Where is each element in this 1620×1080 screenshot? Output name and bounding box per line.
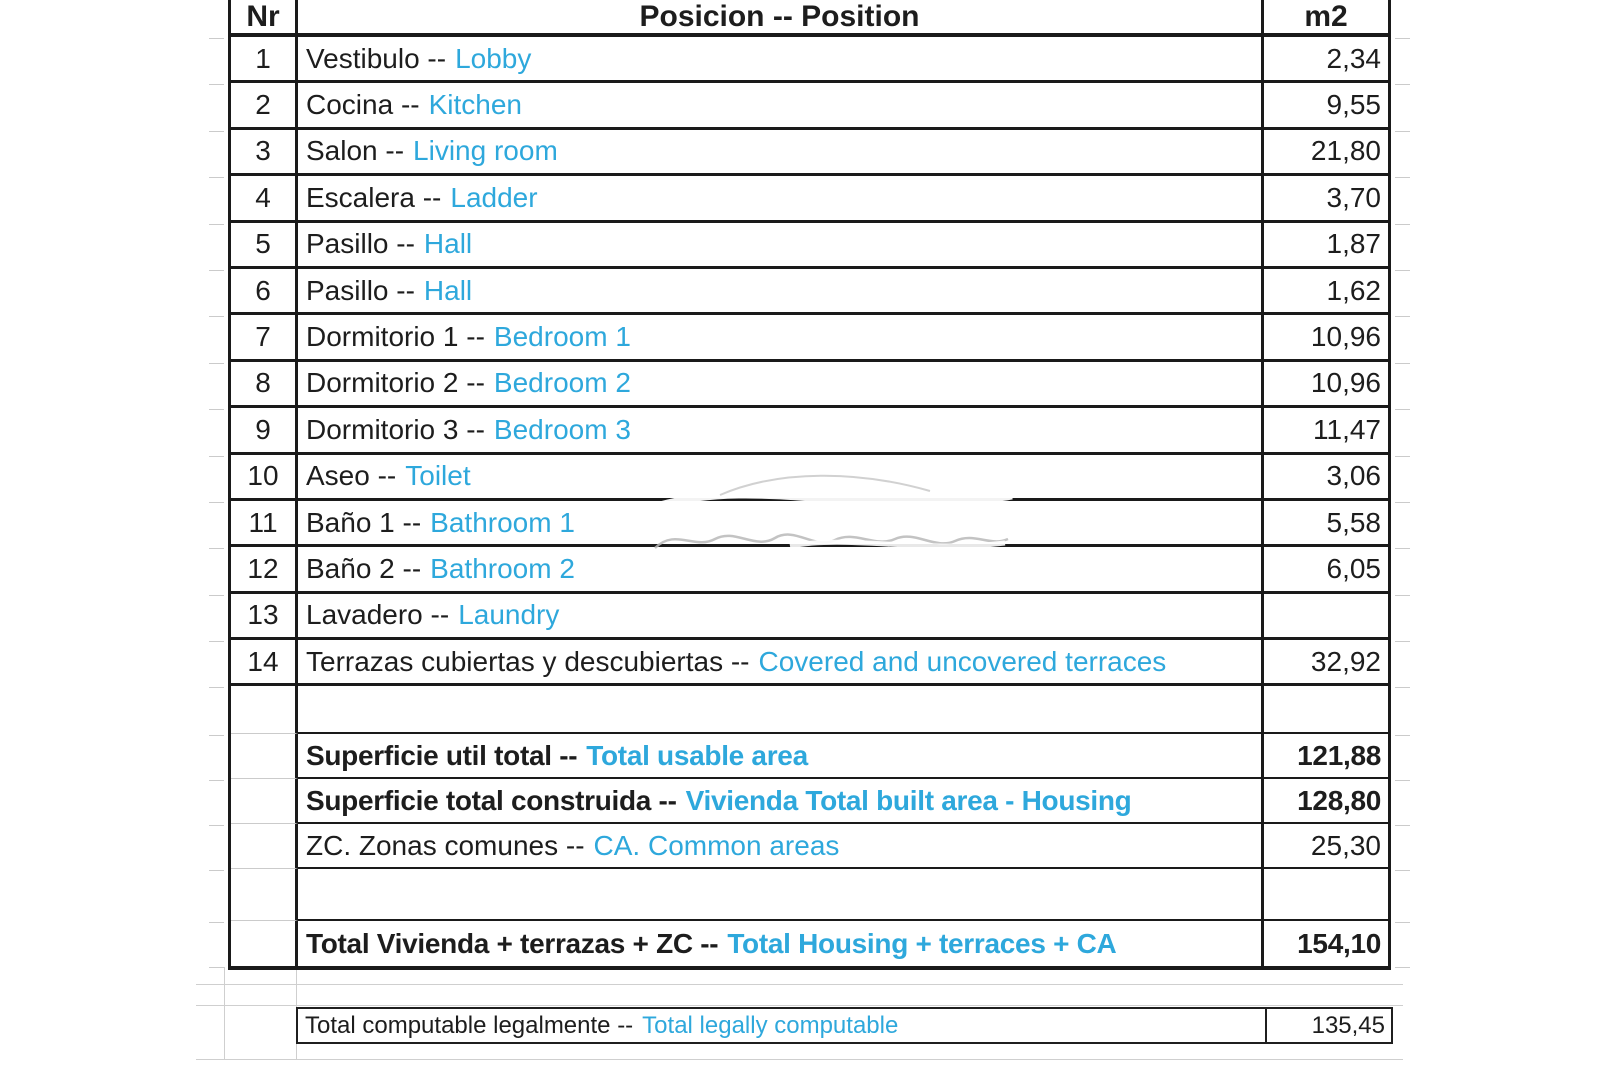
summary-label-es: Superficie total construida -- [306, 784, 677, 816]
legal-total-label-es: Total computable legalmente -- [305, 1011, 634, 1039]
row-number: 11 [231, 501, 298, 547]
room-name-en: Bathroom 2 [430, 552, 575, 584]
room-name-es: Pasillo -- [306, 228, 415, 260]
faint-gridline-horizontal [196, 1059, 1403, 1060]
row-position [298, 37, 1261, 83]
row-number: 5 [231, 223, 298, 269]
table-row [231, 37, 1388, 83]
room-name-en: Covered and uncovered terraces [758, 645, 1167, 677]
row-number: 2 [231, 83, 298, 129]
summary-label [298, 734, 1261, 779]
row-position [298, 176, 1261, 222]
row-number: 9 [231, 408, 298, 454]
row-position [298, 640, 1261, 686]
legal-total-row [296, 1007, 1393, 1044]
room-name-en: Hall [423, 228, 473, 260]
empty-row [231, 869, 1388, 921]
room-name-es: Vestibulo -- [306, 42, 447, 74]
table-row [231, 408, 1388, 454]
summary-value: 128,80 [1261, 779, 1388, 824]
room-name-en: Bedroom 2 [493, 367, 631, 399]
summary-value: 25,30 [1261, 824, 1388, 869]
grand-total-row [231, 921, 1388, 966]
row-area-value: 11,47 [1261, 408, 1388, 454]
row-area-value: 3,06 [1261, 455, 1388, 501]
legal-total-value: 135,45 [1265, 1009, 1391, 1042]
room-name-en: Toilet [405, 460, 471, 492]
summary-label-en: CA. Common areas [593, 829, 840, 861]
row-position [298, 223, 1261, 269]
room-name-es: Cocina -- [306, 89, 420, 121]
summary-label-es: ZC. Zonas comunes -- [306, 829, 585, 861]
grand-total-label-es: Total Vivienda + terrazas + ZC -- [306, 927, 719, 959]
room-name-es: Dormitorio 3 -- [306, 413, 485, 445]
row-position [298, 269, 1261, 315]
room-name-es: Lavadero -- [306, 599, 450, 631]
row-number: 3 [231, 130, 298, 176]
row-position [298, 501, 1261, 547]
summary-label [298, 779, 1261, 824]
faint-gridline-horizontal [196, 984, 1403, 985]
room-name-en: Bathroom 1 [430, 506, 575, 538]
row-position [298, 362, 1261, 408]
room-name-es: Baño 2 -- [306, 552, 422, 584]
room-name-es: Aseo -- [306, 460, 397, 492]
table-row [231, 83, 1388, 129]
header-m2: m2 [1261, 0, 1388, 37]
table-row [231, 176, 1388, 222]
spacer-row [231, 686, 1388, 734]
row-area-value: 10,96 [1261, 362, 1388, 408]
faint-gridline-horizontal [196, 1005, 1403, 1006]
table-row [231, 130, 1388, 176]
row-number: 6 [231, 269, 298, 315]
row-area-value: 3,70 [1261, 176, 1388, 222]
room-name-en: Lobby [455, 42, 532, 74]
table-row [231, 594, 1388, 640]
legal-total-label-en: Total legally computable [642, 1011, 899, 1039]
summary-row [231, 824, 1388, 869]
row-area-value: 2,34 [1261, 37, 1388, 83]
header-nr: Nr [231, 0, 298, 37]
row-number: 1 [231, 37, 298, 83]
row-area-value: 1,62 [1261, 269, 1388, 315]
row-area-value: 21,80 [1261, 130, 1388, 176]
row-position [298, 455, 1261, 501]
row-number: 10 [231, 455, 298, 501]
table-row [231, 269, 1388, 315]
row-number: 4 [231, 176, 298, 222]
room-name-en: Living room [413, 135, 558, 167]
row-area-value: 5,58 [1261, 501, 1388, 547]
faint-gridline-vertical [224, 967, 225, 1060]
summary-label-es: Superficie util total -- [306, 739, 578, 771]
row-position [298, 130, 1261, 176]
room-name-en: Ladder [450, 181, 538, 213]
row-area-value: 10,96 [1261, 315, 1388, 361]
row-number: 7 [231, 315, 298, 361]
room-name-en: Hall [423, 274, 473, 306]
row-number: 14 [231, 640, 298, 686]
table-row [231, 501, 1388, 547]
grand-total-value: 154,10 [1261, 921, 1388, 966]
room-name-es: Baño 1 -- [306, 506, 422, 538]
room-name-en: Bedroom 3 [493, 413, 631, 445]
summary-label-en: Total usable area [586, 739, 808, 771]
row-area-value: 6,05 [1261, 547, 1388, 593]
summary-row [231, 734, 1388, 779]
room-name-en: Kitchen [428, 89, 522, 121]
header-position: Posicion -- Position [298, 0, 1261, 37]
table-header-row [231, 0, 1388, 37]
row-position [298, 408, 1261, 454]
area-table [228, 0, 1391, 970]
row-number: 12 [231, 547, 298, 593]
summary-row [231, 779, 1388, 824]
room-name-es: Pasillo -- [306, 274, 415, 306]
row-position [298, 315, 1261, 361]
room-name-es: Salon -- [306, 135, 405, 167]
row-position [298, 83, 1261, 129]
row-area-value [1261, 594, 1388, 640]
row-number: 13 [231, 594, 298, 640]
row-position [298, 547, 1261, 593]
row-number: 8 [231, 362, 298, 408]
row-area-value: 9,55 [1261, 83, 1388, 129]
table-row [231, 547, 1388, 593]
summary-label [298, 824, 1261, 869]
room-name-en: Laundry [458, 599, 560, 631]
grand-total-label-en: Total Housing + terraces + CA [727, 927, 1117, 959]
room-name-es: Terrazas cubiertas y descubiertas -- [306, 645, 750, 677]
table-row [231, 315, 1388, 361]
room-name-en: Bedroom 1 [493, 321, 631, 353]
table-row [231, 455, 1388, 501]
table-row [231, 640, 1388, 686]
row-position [298, 594, 1261, 640]
room-name-es: Dormitorio 1 -- [306, 321, 485, 353]
table-row [231, 362, 1388, 408]
room-name-es: Escalera -- [306, 181, 442, 213]
summary-value: 121,88 [1261, 734, 1388, 779]
row-area-value: 32,92 [1261, 640, 1388, 686]
room-name-es: Dormitorio 2 -- [306, 367, 485, 399]
table-row [231, 223, 1388, 269]
row-area-value: 1,87 [1261, 223, 1388, 269]
summary-label-en: Vivienda Total built area - Housing [685, 784, 1132, 816]
